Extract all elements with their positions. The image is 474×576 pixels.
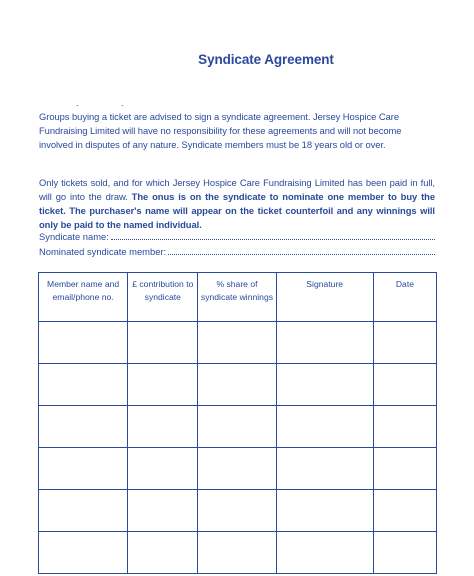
nominated-member-label: Nominated syndicate member: <box>39 246 167 257</box>
table-cell[interactable] <box>198 448 276 490</box>
table-cell[interactable] <box>198 364 276 406</box>
table-body <box>39 322 437 574</box>
table-cell[interactable] <box>128 490 198 532</box>
table-cell[interactable] <box>373 406 436 448</box>
syndicate-name-line[interactable] <box>111 231 435 240</box>
table-cell[interactable] <box>198 322 276 364</box>
table-cell[interactable] <box>39 322 128 364</box>
table-cell[interactable] <box>373 448 436 490</box>
table-cell[interactable] <box>39 490 128 532</box>
table-cell[interactable] <box>276 490 373 532</box>
table-cell[interactable] <box>128 322 198 364</box>
nominated-member-line[interactable] <box>168 246 435 255</box>
header-contribution: £ contribution to syndicate <box>128 273 198 322</box>
table-cell[interactable] <box>198 490 276 532</box>
table-cell[interactable] <box>276 322 373 364</box>
table-cell[interactable] <box>373 490 436 532</box>
table-cell[interactable] <box>128 364 198 406</box>
table-cell[interactable] <box>373 532 436 574</box>
syndicate-name-label: Syndicate name: <box>39 231 109 242</box>
syndicate-name-field[interactable] <box>39 231 435 242</box>
rules-text: Only tickets sold, and for which Jersey Hospice Care Fundraising Limited has been paid in full, will go into the draw. <box>39 177 435 202</box>
document-title: Syndicate Agreement <box>198 52 334 67</box>
header-share: % share of syndicate winnings <box>198 273 276 322</box>
table-row <box>39 322 437 364</box>
table-cell[interactable] <box>276 406 373 448</box>
header-member-name: Member name and email/phone no. <box>39 273 128 322</box>
table-cell[interactable] <box>128 532 198 574</box>
table-header-row <box>39 273 437 322</box>
table-row <box>39 448 437 490</box>
table-cell[interactable] <box>373 322 436 364</box>
table-cell[interactable] <box>276 364 373 406</box>
table-cell[interactable] <box>128 448 198 490</box>
table-cell[interactable] <box>198 532 276 574</box>
table-cell[interactable] <box>39 448 128 490</box>
disclaimer-paragraph: Groups buying a ticket are advised to sign a syndicate agreement. Jersey Hospice Care Fundraising Limited will have no responsibility for these agreements and will not become involved in disputes of any nature. Syndicate members must be 18 years old or over. <box>39 111 402 150</box>
table-cell[interactable] <box>198 406 276 448</box>
table-row <box>39 490 437 532</box>
table-row <box>39 406 437 448</box>
header-signature: Signature <box>276 273 373 322</box>
header-date: Date <box>373 273 436 322</box>
table-row <box>39 364 437 406</box>
table-cell[interactable] <box>276 448 373 490</box>
nominated-member-field[interactable] <box>39 246 435 257</box>
table-cell[interactable] <box>39 364 128 406</box>
rules-paragraph <box>39 176 435 232</box>
table-cell[interactable] <box>373 364 436 406</box>
rules-bold-text: The onus is on the syndicate to nominate one member to buy the ticket. The purchaser's name will appear on the ticket counterfoil and any winnings will only be paid to the named individual. <box>39 191 436 230</box>
table-cell[interactable] <box>39 406 128 448</box>
members-table <box>38 272 437 574</box>
table-row <box>39 532 437 574</box>
table-cell[interactable] <box>128 406 198 448</box>
stray-marks: . . <box>76 98 144 108</box>
table-cell[interactable] <box>276 532 373 574</box>
table-cell[interactable] <box>39 532 128 574</box>
